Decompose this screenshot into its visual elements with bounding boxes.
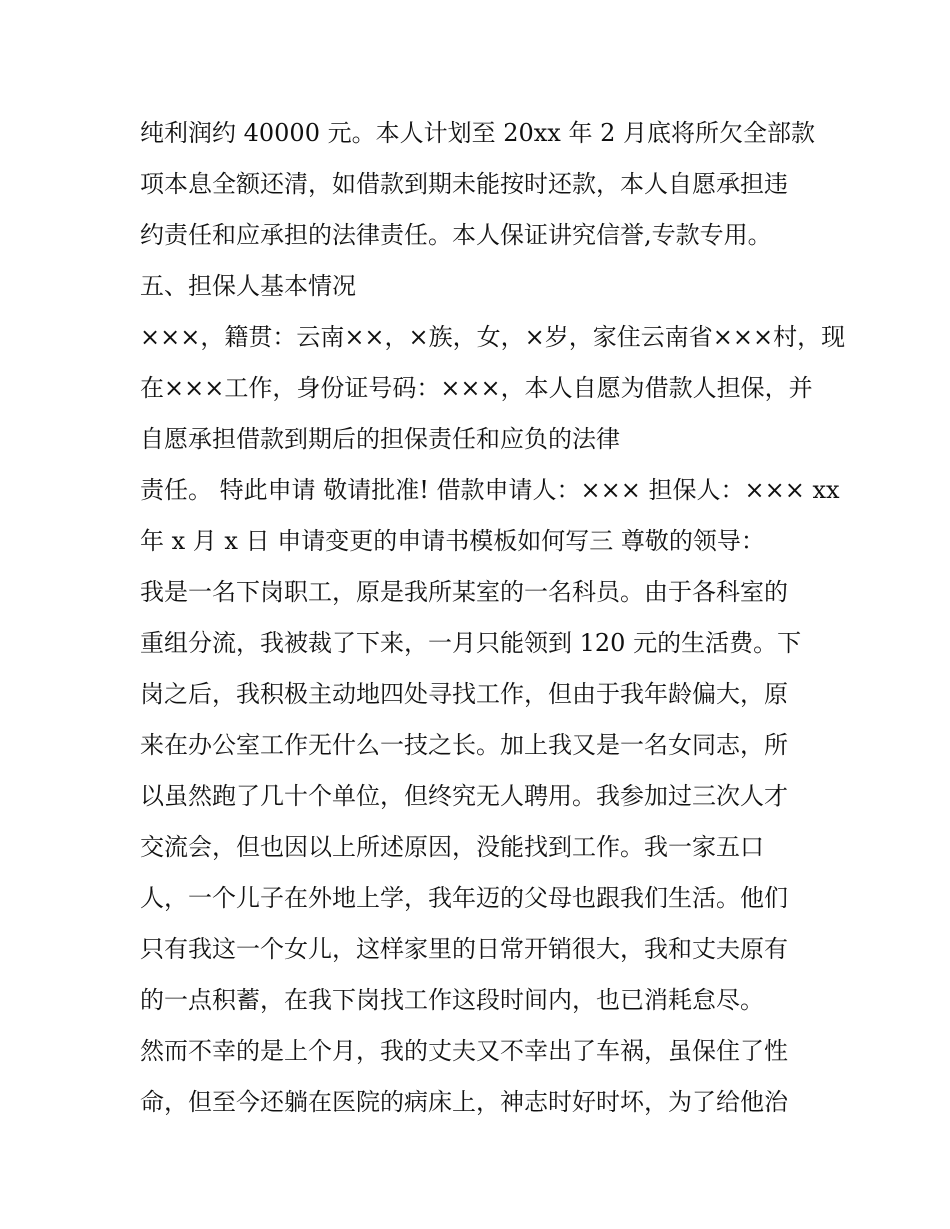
text-line-1: 纯利润约 40000 元。本人计划至 20xx 年 2 月底将所欠全部款 xyxy=(140,119,815,147)
text-line-9: 年 x 月 x 日 申请变更的申请书模板如何写三 尊敬的领导： xyxy=(140,527,765,555)
text-line-8: 责任。 特此申请 敬请批准! 借款申请人：××× 担保人：××× xx xyxy=(140,476,840,504)
text-line-6: 在×××工作，身份证号码：×××，本人自愿为借款人担保，并 xyxy=(140,374,813,402)
text-line-10: 我是一名下岗职工，原是我所某室的一名科员。由于各科室的 xyxy=(140,578,788,606)
text-line-20: 命，但至今还躺在医院的病床上，神志时好时坏，为了给他治 xyxy=(140,1088,788,1116)
document-body xyxy=(140,108,846,1128)
text-line-19: 然而不幸的是上个月，我的丈夫又不幸出了车祸，虽保住了性 xyxy=(140,1037,788,1065)
text-line-14: 以虽然跑了几十个单位，但终究无人聘用。我参加过三次人才 xyxy=(140,782,788,810)
text-line-12: 岗之后，我积极主动地四处寻找工作，但由于我年龄偏大，原 xyxy=(140,680,788,708)
text-line-3: 约责任和应承担的法律责任。本人保证讲究信誉,专款专用。 xyxy=(140,221,772,249)
section-heading: 五、担保人基本情况 xyxy=(140,272,356,300)
text-line-17: 只有我这一个女儿，这样家里的日常开销很大，我和丈夫原有 xyxy=(140,935,788,963)
text-line-16: 人，一个儿子在外地上学，我年迈的父母也跟我们生活。他们 xyxy=(140,884,788,912)
text-line-5: ×××，籍贯：云南××，×族，女，×岁，家住云南省×××村，现 xyxy=(140,323,846,351)
text-line-13: 来在办公室工作无什么一技之长。加上我又是一名女同志，所 xyxy=(140,731,788,759)
text-line-18: 的一点积蓄，在我下岗找工作这段时间内，也已消耗怠尽。 xyxy=(140,986,764,1014)
text-line-15: 交流会，但也因以上所述原因，没能找到工作。我一家五口 xyxy=(140,833,764,861)
text-line-11: 重组分流，我被裁了下来，一月只能领到 120 元的生活费。下 xyxy=(140,629,802,657)
text-line-2: 项本息全额还清，如借款到期未能按时还款，本人自愿承担违 xyxy=(140,170,788,198)
text-line-7: 自愿承担借款到期后的担保责任和应负的法律 xyxy=(140,425,620,453)
